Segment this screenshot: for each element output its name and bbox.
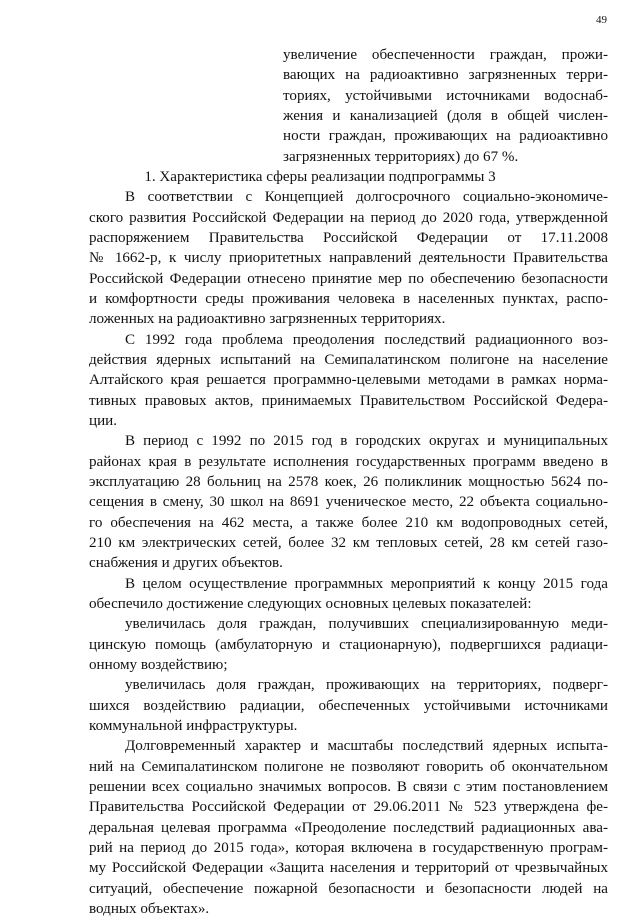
section-heading: 1. Характеристика сферы реализации подпрограммы 3 — [144, 169, 496, 185]
text-line: коммунальной инфраструктуры. — [89, 718, 298, 734]
text-line: снабжения и других объектов. — [89, 555, 283, 572]
text-line: районах края в результате исполнения государственных программ введено в — [89, 453, 608, 470]
text-line: 210 км электрических сетей, более 32 км тепловых сетей, 28 км сетей газо- — [89, 535, 608, 551]
text-line: Российской Федерации отнесено принятие мер по обеспечению безопасности — [89, 270, 608, 287]
text-line: В период с 1992 по 2015 год в городских округах и муниципальных — [125, 433, 608, 450]
text-line: цинскую помощь (амбулаторную и стационарную), подвергшихся радиаци- — [89, 636, 608, 653]
text-line: ции. — [89, 413, 118, 429]
text-line: загрязненных территориях) до 67 %. — [283, 148, 519, 165]
page-number: 49 — [596, 14, 607, 26]
text-line: рий на период до 2015 года», которая включена в государственную програм- — [89, 840, 608, 856]
text-line: ториях, устойчивыми источниками водоснаб- — [283, 87, 608, 104]
text-line: ности граждан, проживающих на радиоактивно — [283, 128, 608, 145]
text-line: № 1662-р, к числу приоритетных направлений деятельности Правительства — [89, 250, 608, 267]
text-line: ского развития Российской Федерации на период до 2020 года, утвержденной — [89, 209, 608, 226]
text-line: го обеспечения на 462 места, а также более 210 км водопроводных сетей, — [89, 514, 608, 531]
text-line: Правительства Российской Федерации от 29.06.2011 № 523 утверждена фе- — [89, 799, 608, 816]
text-line: распоряжением Правительства Российской Федерации от 17.11.2008 — [89, 230, 608, 246]
text-line: решении всех социально значимых вопросов. В связи с этим постановлением — [89, 779, 608, 795]
text-line: и комфортности среды проживания человека в населенных пунктах, распо- — [89, 291, 608, 307]
text-line: С 1992 года проблема преодоления последствий радиационного воз- — [125, 331, 608, 348]
text-line: Алтайского края решается программно-целевыми методами в рамках норма- — [89, 372, 608, 389]
text-line: эксплуатацию 28 больниц на 2578 коек, 26 поликлиник мощностью 5624 по- — [89, 474, 608, 490]
text-line: тивных правовых актов, принимаемых Правительством Российской Федера- — [89, 392, 608, 409]
text-line: му Российской Федерации «Защита населения и территорий от чрезвычайных — [89, 860, 608, 877]
text-line: ний на Семипалатинском полигоне не позволяют говорить об окончательном — [89, 758, 608, 775]
text-line: увеличилась доля граждан, проживающих на территориях, подверг- — [125, 677, 608, 694]
text-line: шихся воздействию радиации, обеспеченных устойчивыми источниками — [89, 697, 608, 714]
text-line: Долговременный характер и масштабы последствий ядерных испыта- — [125, 738, 608, 755]
text-line: В целом осуществление программных мероприятий к концу 2015 года — [125, 575, 608, 592]
text-line: действия ядерных испытаний на Семипалатинском полигоне на население — [89, 352, 608, 368]
text-line: увеличение обеспеченности граждан, прожи- — [283, 47, 608, 63]
text-line: онному воздействию; — [89, 657, 228, 673]
text-line: сещения в смену, 30 школ на 8691 ученическое место, 22 объекта социально- — [89, 494, 608, 511]
text-line: вающих на радиоактивно загрязненных терри- — [283, 67, 608, 84]
text-line: водных объектах». — [89, 901, 210, 917]
text-line: ложенных на радиоактивно загрязненных территориях. — [89, 311, 446, 328]
text-line: В соответствии с Концепцией долгосрочного социально-экономиче- — [125, 189, 608, 206]
text-line: увеличилась доля граждан, получивших специализированную меди- — [125, 616, 608, 633]
text-line: обеспечило достижение следующих основных целевых показателей: — [89, 596, 532, 612]
text-line: ситуаций, обеспечение пожарной безопасности и безопасности людей на — [89, 880, 608, 897]
text-line: жения и канализацией (доля в общей числен- — [283, 108, 608, 124]
text-line: деральная целевая программа «Преодоление последствий радиационных ава- — [89, 819, 608, 836]
